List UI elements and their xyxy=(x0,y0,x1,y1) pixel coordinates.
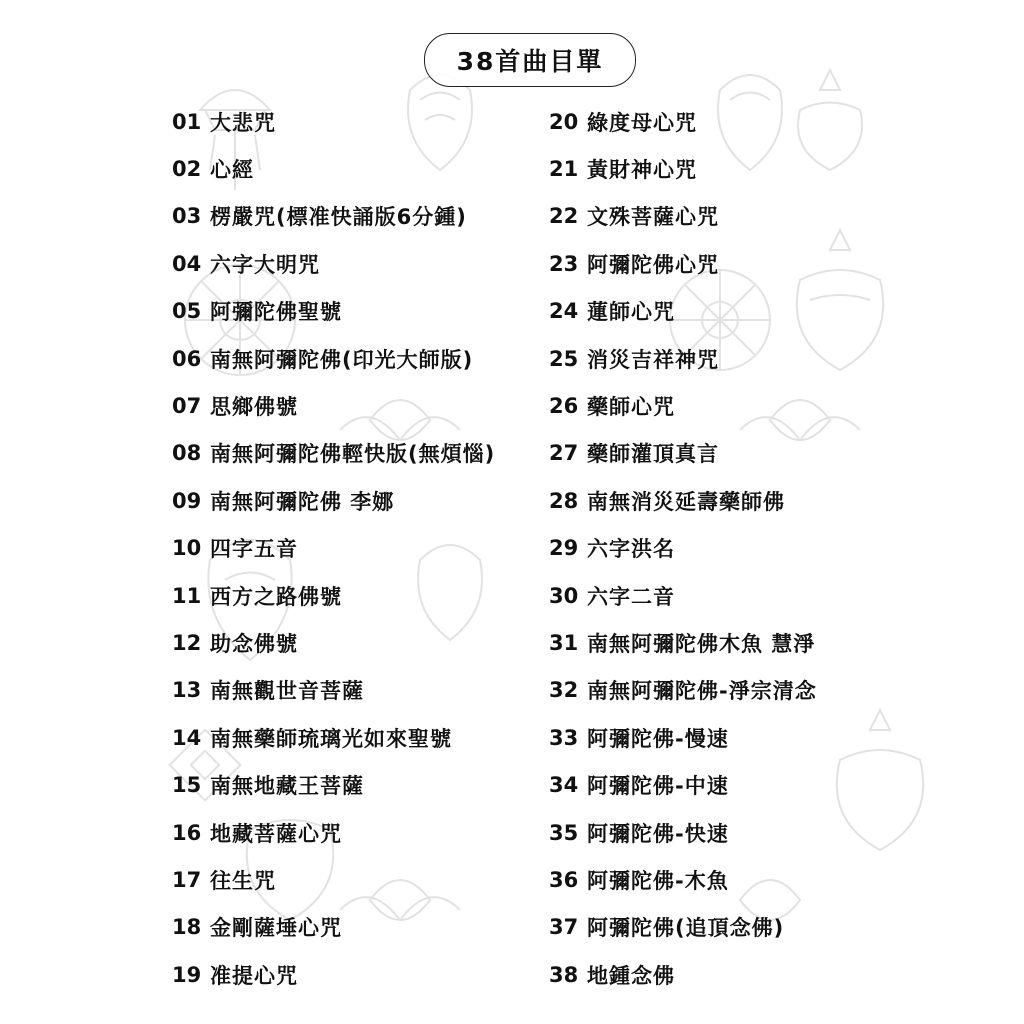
track-name: 阿彌陀佛-中速 xyxy=(587,774,729,799)
track-number: 15 xyxy=(172,773,202,798)
track-row xyxy=(172,477,495,524)
track-row xyxy=(172,667,495,714)
track-name: 文殊菩薩心咒 xyxy=(587,205,719,230)
track-row xyxy=(549,477,817,524)
track-name: 阿彌陀佛聖號 xyxy=(210,300,342,325)
track-number: 06 xyxy=(172,346,202,371)
track-number: 34 xyxy=(549,773,579,798)
track-number: 24 xyxy=(549,299,579,324)
track-number: 12 xyxy=(172,630,202,655)
track-name: 蓮師心咒 xyxy=(587,300,675,325)
track-number: 26 xyxy=(549,394,579,419)
track-row xyxy=(549,951,817,998)
track-row xyxy=(549,98,817,145)
track-number: 10 xyxy=(172,536,202,561)
track-name: 消災吉祥神咒 xyxy=(587,347,719,372)
track-name: 南無阿彌陀佛輕快版(無煩惱) xyxy=(210,442,496,467)
track-name: 綠度母心咒 xyxy=(587,110,697,135)
track-name: 地鍾念佛 xyxy=(587,963,675,988)
track-number: 01 xyxy=(172,109,202,134)
track-number: 25 xyxy=(549,346,579,371)
track-name: 四字五音 xyxy=(210,537,298,562)
track-name: 南無阿彌陀佛 李娜 xyxy=(210,489,395,514)
track-number: 13 xyxy=(172,678,202,703)
treasure-vase-icon xyxy=(837,710,923,850)
track-name: 心經 xyxy=(210,158,254,183)
track-row xyxy=(172,288,495,335)
track-number: 28 xyxy=(549,488,579,513)
track-number: 04 xyxy=(172,251,202,276)
track-number: 17 xyxy=(172,867,202,892)
track-number: 02 xyxy=(172,157,202,182)
track-row xyxy=(172,572,495,619)
track-row xyxy=(549,809,817,856)
track-name: 阿彌陀佛-慢速 xyxy=(587,726,729,751)
track-name: 藥師灌頂真言 xyxy=(587,442,719,467)
track-name: 六字大明咒 xyxy=(210,252,320,277)
track-number: 29 xyxy=(549,536,579,561)
track-number: 33 xyxy=(549,725,579,750)
track-row xyxy=(549,525,817,572)
track-number: 07 xyxy=(172,394,202,419)
track-name: 南無阿彌陀佛木魚 慧淨 xyxy=(587,631,816,656)
title-box xyxy=(424,33,636,87)
track-number: 14 xyxy=(172,725,202,750)
track-row xyxy=(549,904,817,951)
track-name: 黃財神心咒 xyxy=(587,158,697,183)
track-name: 六字洪名 xyxy=(587,537,675,562)
track-number: 20 xyxy=(549,109,579,134)
track-name: 南無阿彌陀佛-淨宗清念 xyxy=(587,679,817,704)
track-list-left xyxy=(172,98,495,998)
track-row xyxy=(172,430,495,477)
track-number: 03 xyxy=(172,204,202,229)
track-number: 23 xyxy=(549,251,579,276)
track-name: 南無地藏王菩薩 xyxy=(210,774,364,799)
track-name: 阿彌陀佛(追頂念佛) xyxy=(587,916,785,941)
track-name: 藥師心咒 xyxy=(587,395,675,420)
track-row xyxy=(549,761,817,808)
track-row xyxy=(172,809,495,856)
track-row xyxy=(549,288,817,335)
track-number: 38 xyxy=(549,962,579,987)
track-row xyxy=(172,193,495,240)
track-name: 阿彌陀佛-快速 xyxy=(587,821,729,846)
track-row xyxy=(172,714,495,761)
track-name: 南無消災延壽藥師佛 xyxy=(587,489,785,514)
track-number: 05 xyxy=(172,299,202,324)
track-name: 思鄉佛號 xyxy=(210,395,298,420)
track-row xyxy=(172,761,495,808)
track-row xyxy=(549,145,817,192)
track-name: 金剛薩埵心咒 xyxy=(210,916,342,941)
track-row xyxy=(549,193,817,240)
track-row xyxy=(172,145,495,192)
track-number: 30 xyxy=(549,583,579,608)
track-number: 21 xyxy=(549,157,579,182)
track-number: 36 xyxy=(549,867,579,892)
track-name: 西方之路佛號 xyxy=(210,584,342,609)
track-row xyxy=(549,667,817,714)
page-title: 38首曲目單 xyxy=(456,47,604,76)
track-row xyxy=(172,240,495,287)
track-row xyxy=(172,856,495,903)
track-number: 19 xyxy=(172,962,202,987)
track-row xyxy=(172,951,495,998)
track-name: 南無藥師琉璃光如來聖號 xyxy=(210,726,452,751)
track-name: 准提心咒 xyxy=(210,963,298,988)
track-name: 阿彌陀佛-木魚 xyxy=(587,868,729,893)
track-number: 32 xyxy=(549,678,579,703)
track-name: 楞嚴咒(標准快誦版6分鍾) xyxy=(210,205,467,230)
track-list-right xyxy=(549,98,817,998)
track-row xyxy=(549,856,817,903)
track-row xyxy=(549,335,817,382)
track-row xyxy=(172,98,495,145)
track-number: 11 xyxy=(172,583,202,608)
track-row xyxy=(549,240,817,287)
track-name: 地藏菩薩心咒 xyxy=(210,821,342,846)
track-name: 阿彌陀佛心咒 xyxy=(587,252,719,277)
track-number: 27 xyxy=(549,441,579,466)
track-number: 18 xyxy=(172,915,202,940)
track-name: 六字二音 xyxy=(587,584,675,609)
track-row xyxy=(549,619,817,666)
track-name: 大悲咒 xyxy=(210,110,276,135)
track-row xyxy=(172,525,495,572)
track-number: 22 xyxy=(549,204,579,229)
track-number: 16 xyxy=(172,820,202,845)
track-number: 09 xyxy=(172,488,202,513)
track-number: 37 xyxy=(549,915,579,940)
track-row xyxy=(549,572,817,619)
track-name: 助念佛號 xyxy=(210,631,298,656)
track-row xyxy=(172,382,495,429)
track-name: 往生咒 xyxy=(210,868,276,893)
track-row xyxy=(172,619,495,666)
track-row xyxy=(549,382,817,429)
track-name: 南無阿彌陀佛(印光大師版) xyxy=(210,347,474,372)
track-name: 南無觀世音菩薩 xyxy=(210,679,364,704)
track-number: 08 xyxy=(172,441,202,466)
track-row xyxy=(172,335,495,382)
track-row xyxy=(549,430,817,477)
track-number: 35 xyxy=(549,820,579,845)
track-row xyxy=(172,904,495,951)
track-number: 31 xyxy=(549,630,579,655)
track-row xyxy=(549,714,817,761)
